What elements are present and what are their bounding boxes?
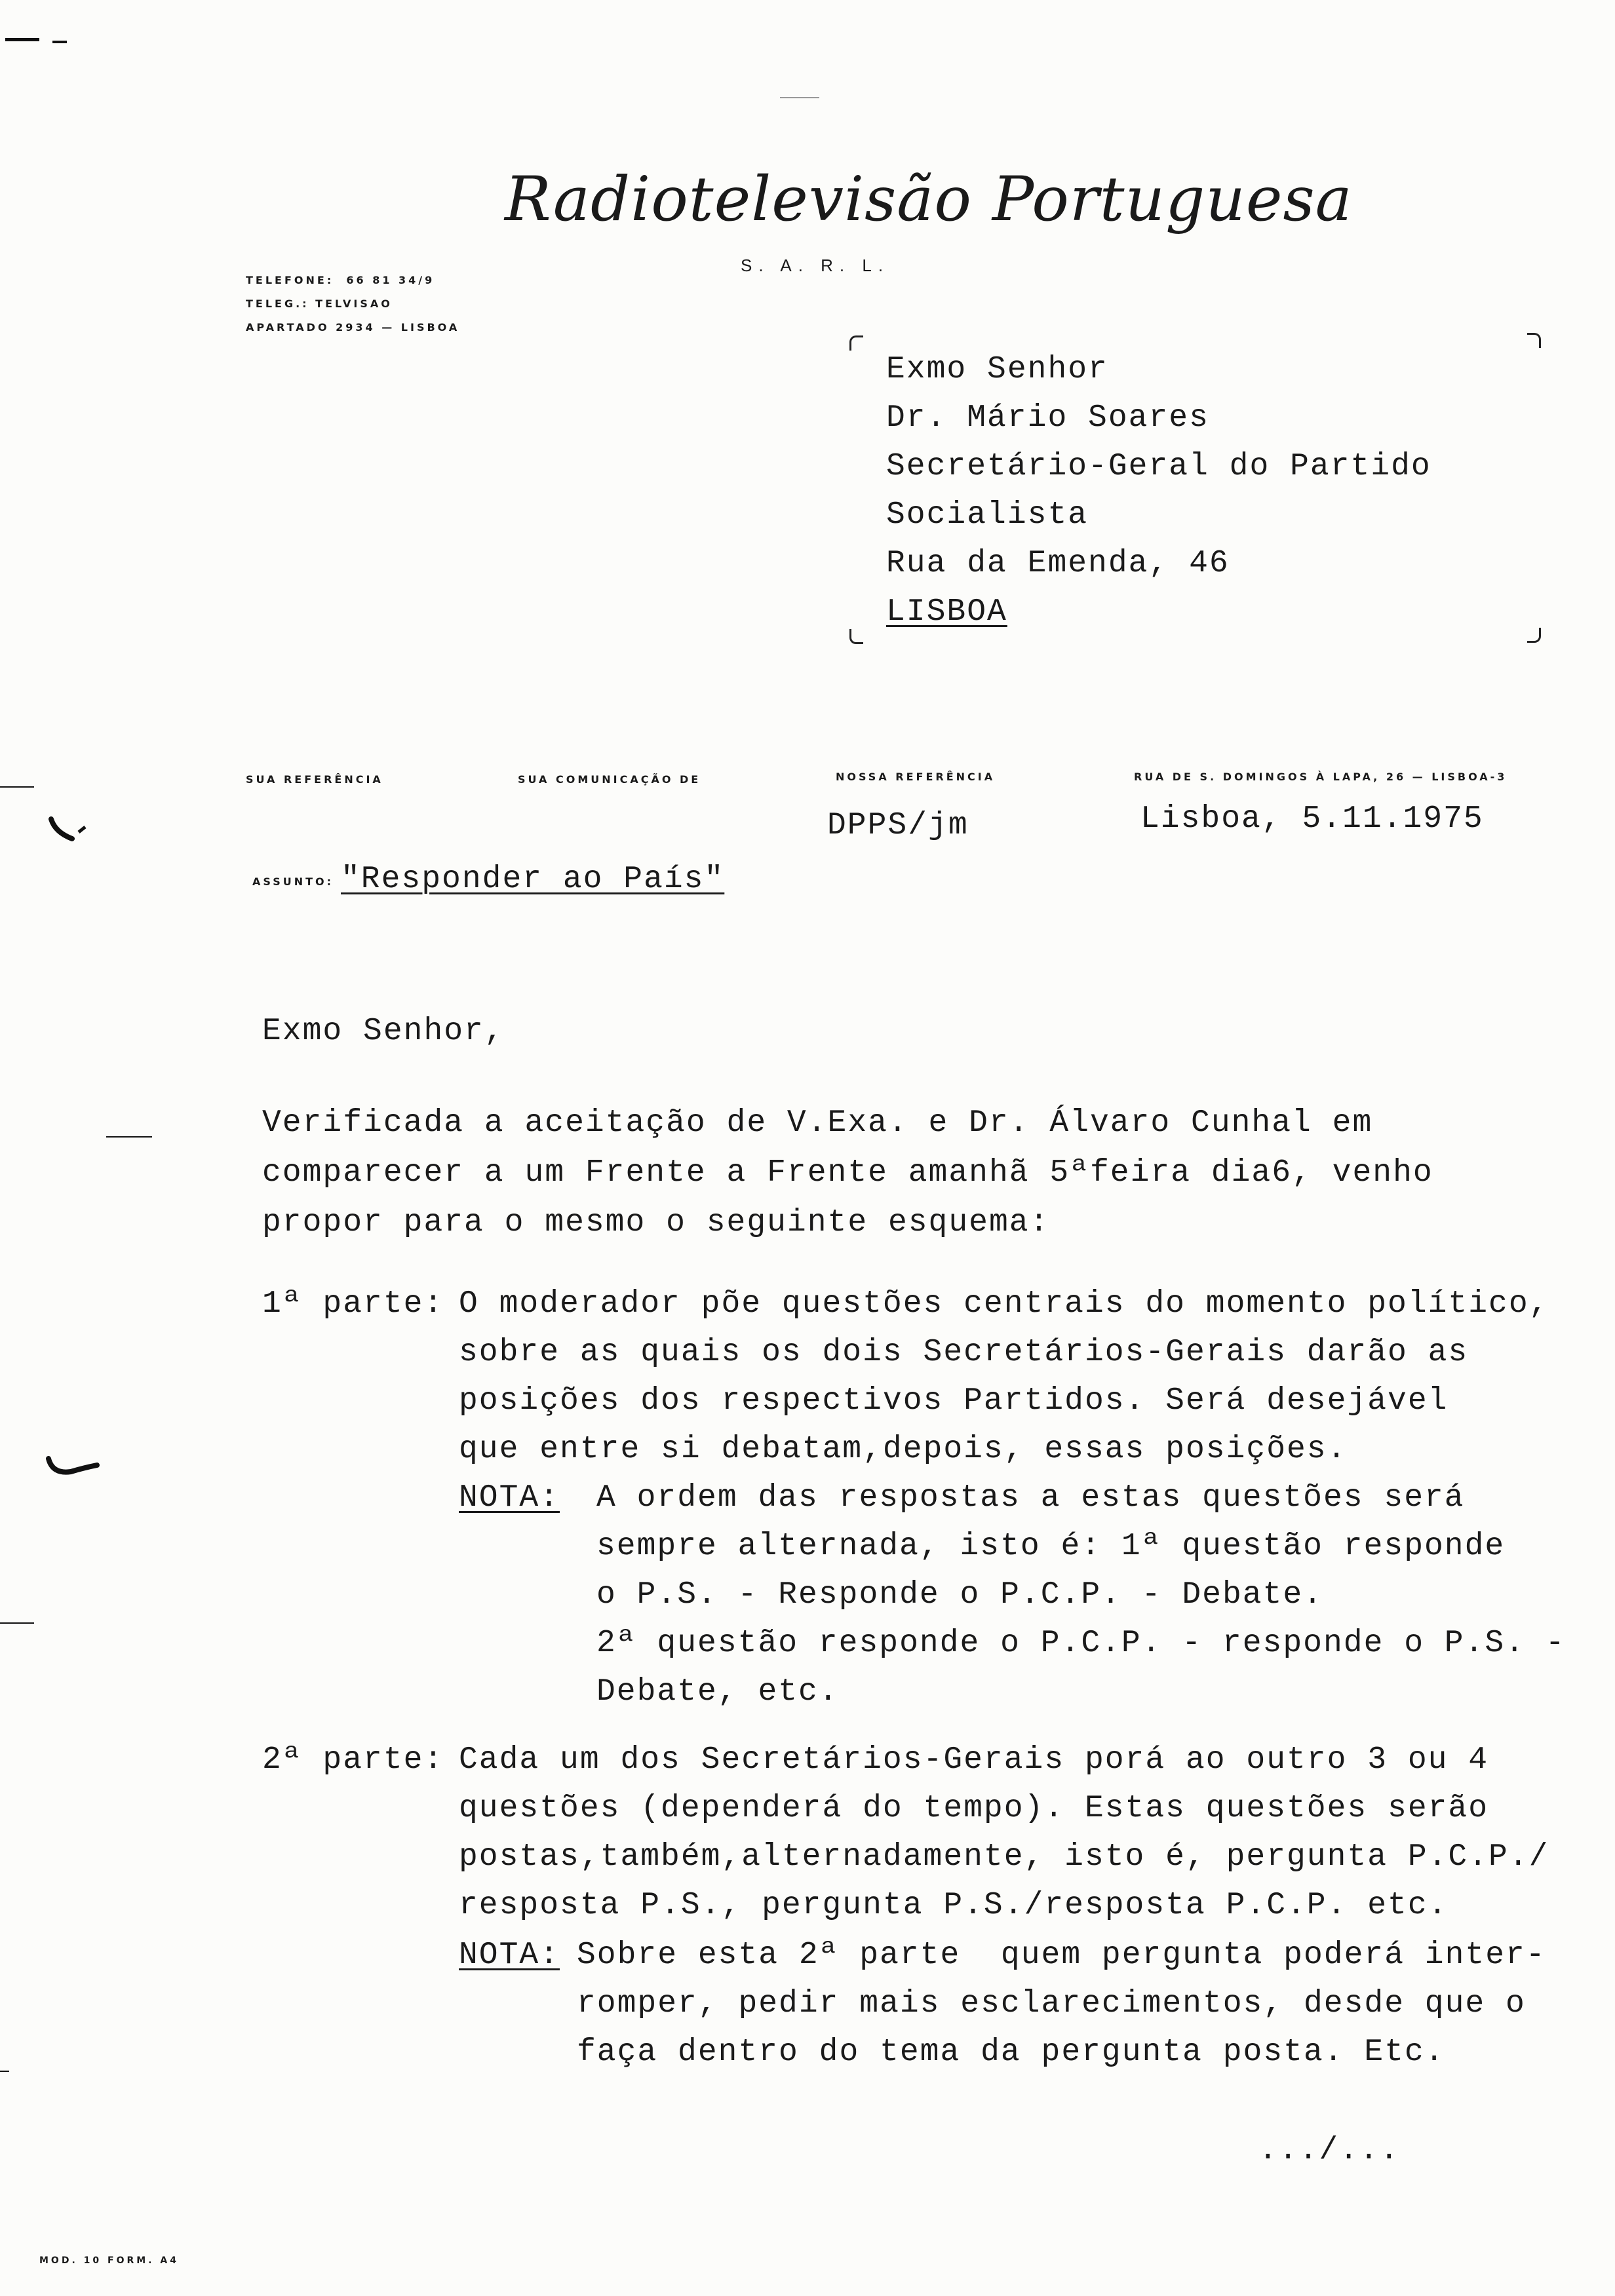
hole-punch-mark	[46, 813, 92, 852]
recipient-line: Secretário-Geral do Partido	[886, 449, 1431, 484]
scan-mark	[0, 786, 34, 788]
scan-mark	[106, 1136, 152, 1138]
scan-mark	[0, 1622, 34, 1624]
subject-value: "Responder ao País"	[341, 862, 725, 897]
address-window-corner-br	[1527, 628, 1541, 643]
part-1-note-line: A ordem das respostas a estas questões será	[596, 1480, 1465, 1516]
nossa-referencia-label: NOSSA REFERÊNCIA	[836, 771, 996, 783]
part-2-line: questões (dependerá do tempo). Estas questões serão	[459, 1791, 1489, 1826]
part-1-note-line: sempre alternada, isto é: 1ª questão responde	[596, 1529, 1506, 1564]
intro-line: propor para o mesmo o seguinte esquema:	[262, 1205, 1050, 1240]
part-1-note-line: 2ª questão responde o P.C.P. - responde o P.S. -	[596, 1626, 1566, 1661]
recipient-city: LISBOA	[886, 594, 1007, 630]
hole-punch-mark	[45, 1455, 104, 1487]
recipient-line: Socialista	[886, 497, 1089, 533]
sua-referencia-label: SUA REFERÊNCIA	[246, 773, 383, 786]
part-1-label: 1ª parte:	[262, 1286, 444, 1322]
intro-line: Verificada a aceitação de V.Exa. e Dr. Álvaro Cunhal em	[262, 1105, 1373, 1141]
recipient-line: Dr. Mário Soares	[886, 400, 1209, 436]
apartado: APARTADO 2934 — LISBOA	[246, 321, 460, 334]
sua-comunicacao-label: SUA COMUNICAÇÃO DE	[518, 773, 701, 786]
intro-line: comparecer a um Frente a Frente amanhã 5ªfeira dia6, venho	[262, 1155, 1433, 1191]
telefone: TELEFONE: 66 81 34/9	[246, 274, 435, 286]
recipient-line: Exmo Senhor	[886, 352, 1108, 387]
company-form: S. A. R. L.	[741, 256, 890, 275]
part-1-line: O moderador põe questões centrais do momento político,	[459, 1286, 1549, 1322]
scan-mark	[780, 97, 819, 98]
scan-mark	[0, 2071, 9, 2072]
subject-label: ASSUNTO:	[252, 875, 334, 888]
part-2-note-line: faça dentro do tema da pergunta posta. Etc.	[577, 2035, 1445, 2070]
continuation-mark: .../...	[1258, 2133, 1400, 2168]
nossa-referencia-value: DPPS/jm	[827, 808, 969, 843]
scan-mark	[5, 38, 39, 41]
part-2-note-line: romper, pedir mais esclarecimentos, desde que o	[577, 1986, 1526, 2021]
telegrafo: TELEG.: TELVISAO	[246, 297, 393, 310]
company-logo: Radiotelevisão Portuguesa	[505, 164, 1353, 235]
part-2-note-line: Sobre esta 2ª parte quem pergunta poderá inter-	[577, 1938, 1546, 1973]
address-window-corner-tr	[1527, 333, 1541, 348]
part-1-note-line: Debate, etc.	[596, 1674, 839, 1710]
part-1-line: posições dos respectivos Partidos. Será desejável	[459, 1383, 1449, 1419]
salutation: Exmo Senhor,	[262, 1014, 505, 1049]
part-1-note-label: NOTA:	[459, 1480, 560, 1516]
part-1-line: que entre si debatam,depois, essas posições.	[459, 1432, 1348, 1467]
company-address: RUA DE S. DOMINGOS À LAPA, 26 — LISBOA-3	[1134, 771, 1508, 783]
part-1-note-line: o P.S. - Responde o P.C.P. - Debate.	[596, 1577, 1323, 1613]
recipient-line: Rua da Emenda, 46	[886, 546, 1230, 581]
form-code: MOD. 10 FORM. A4	[39, 2255, 179, 2266]
part-2-line: resposta P.S., pergunta P.S./resposta P.C.P. etc.	[459, 1888, 1449, 1923]
address-window-corner-tl	[849, 335, 863, 351]
part-2-line: postas,também,alternadamente, isto é, pergunta P.C.P./	[459, 1839, 1549, 1875]
part-2-label: 2ª parte:	[262, 1742, 444, 1778]
scan-mark	[52, 41, 67, 43]
part-2-line: Cada um dos Secretários-Gerais porá ao outro 3 ou 4	[459, 1742, 1489, 1778]
address-window-corner-bl	[849, 629, 863, 644]
part-2-note-label: NOTA:	[459, 1938, 560, 1973]
place-date: Lisboa, 5.11.1975	[1140, 801, 1484, 837]
part-1-line: sobre as quais os dois Secretários-Gerais darão as	[459, 1335, 1469, 1370]
